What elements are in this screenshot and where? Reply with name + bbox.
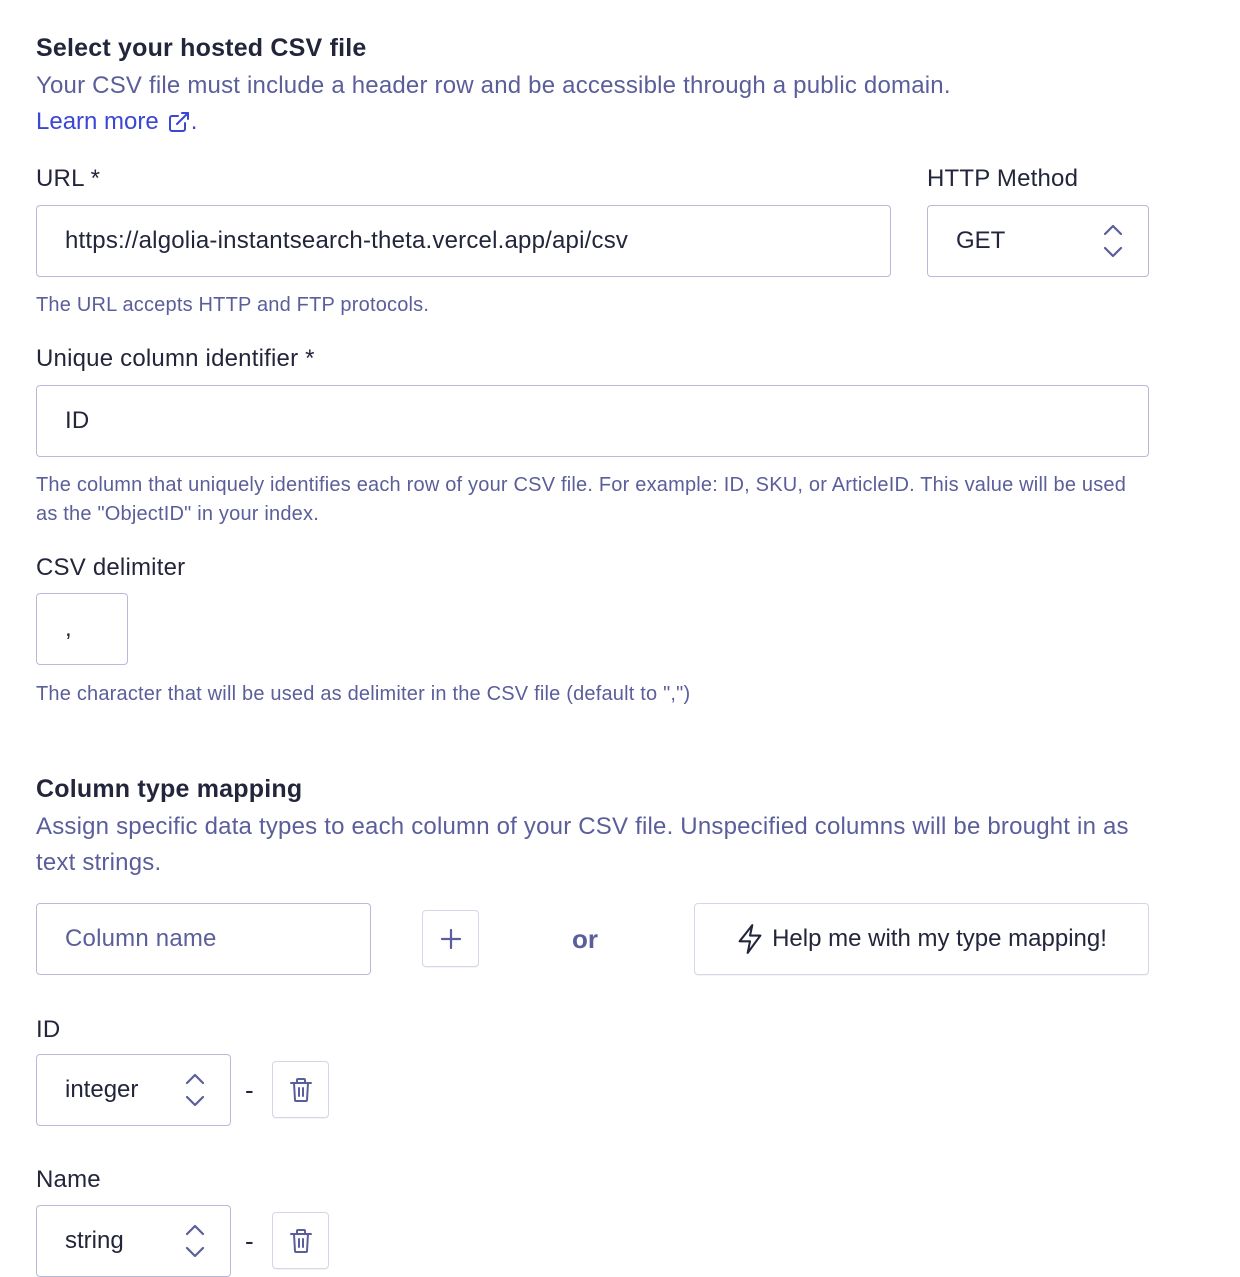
or-separator: or xyxy=(572,924,598,954)
mapping-type-select[interactable] xyxy=(36,1205,231,1277)
mapping-column-label: ID xyxy=(36,1016,61,1043)
source-section-description: Your CSV file must include a header row and be accessible through a public domain. xyxy=(36,72,951,99)
unique-id-input[interactable] xyxy=(36,385,1149,457)
http-method-select[interactable] xyxy=(927,205,1149,277)
trash-icon xyxy=(289,1228,313,1254)
trash-icon xyxy=(289,1077,313,1103)
mapping-dash: - xyxy=(245,1226,254,1256)
learn-more-label: Learn more xyxy=(36,108,159,135)
mapping-type-value: string xyxy=(65,1227,124,1254)
column-name-input[interactable] xyxy=(36,903,371,975)
type-mapping-description: Assign specific data types to each column of your CSV file. Unspecified columns will be brought in as text strings. xyxy=(36,813,1129,876)
help-type-mapping-button[interactable] xyxy=(694,903,1149,975)
add-column-button[interactable] xyxy=(422,910,479,967)
mapping-type-select[interactable] xyxy=(36,1054,231,1126)
lightning-icon xyxy=(736,924,764,954)
chevron-up-down-icon xyxy=(1102,223,1124,259)
csv-delimiter-input[interactable] xyxy=(36,593,128,665)
chevron-up-down-icon xyxy=(184,1223,206,1259)
mapping-dash: - xyxy=(245,1075,254,1105)
learn-more-period: . xyxy=(190,108,198,135)
http-method-label: HTTP Method xyxy=(927,165,1079,192)
delete-mapping-button[interactable] xyxy=(272,1061,329,1118)
mapping-column-label: Name xyxy=(36,1166,101,1193)
unique-id-label: Unique column identifier * xyxy=(36,345,315,372)
url-help-text: The URL accepts HTTP and FTP protocols. xyxy=(36,294,430,316)
delete-mapping-button[interactable] xyxy=(272,1212,329,1269)
plus-icon xyxy=(440,928,462,950)
learn-more-line xyxy=(36,104,197,140)
type-mapping-title: Column type mapping xyxy=(36,775,303,803)
csv-delimiter-label: CSV delimiter xyxy=(36,554,186,581)
mapping-type-value: integer xyxy=(65,1076,139,1103)
learn-more-link[interactable] xyxy=(36,108,191,136)
external-link-icon xyxy=(167,110,191,134)
unique-id-help-text: The column that uniquely identifies each row of your CSV file. For example: ID, SKU, or ArticleID. This value will be used as the "ObjectID" in your index. xyxy=(36,474,1127,525)
help-type-mapping-label: Help me with my type mapping! xyxy=(772,925,1107,952)
csv-delimiter-help-text: The character that will be used as delimiter in the CSV file (default to ",") xyxy=(36,683,691,705)
source-section-title: Select your hosted CSV file xyxy=(36,34,367,62)
url-label: URL * xyxy=(36,165,101,192)
chevron-up-down-icon xyxy=(184,1072,206,1108)
http-method-value: GET xyxy=(956,227,1006,254)
url-input[interactable] xyxy=(36,205,891,277)
